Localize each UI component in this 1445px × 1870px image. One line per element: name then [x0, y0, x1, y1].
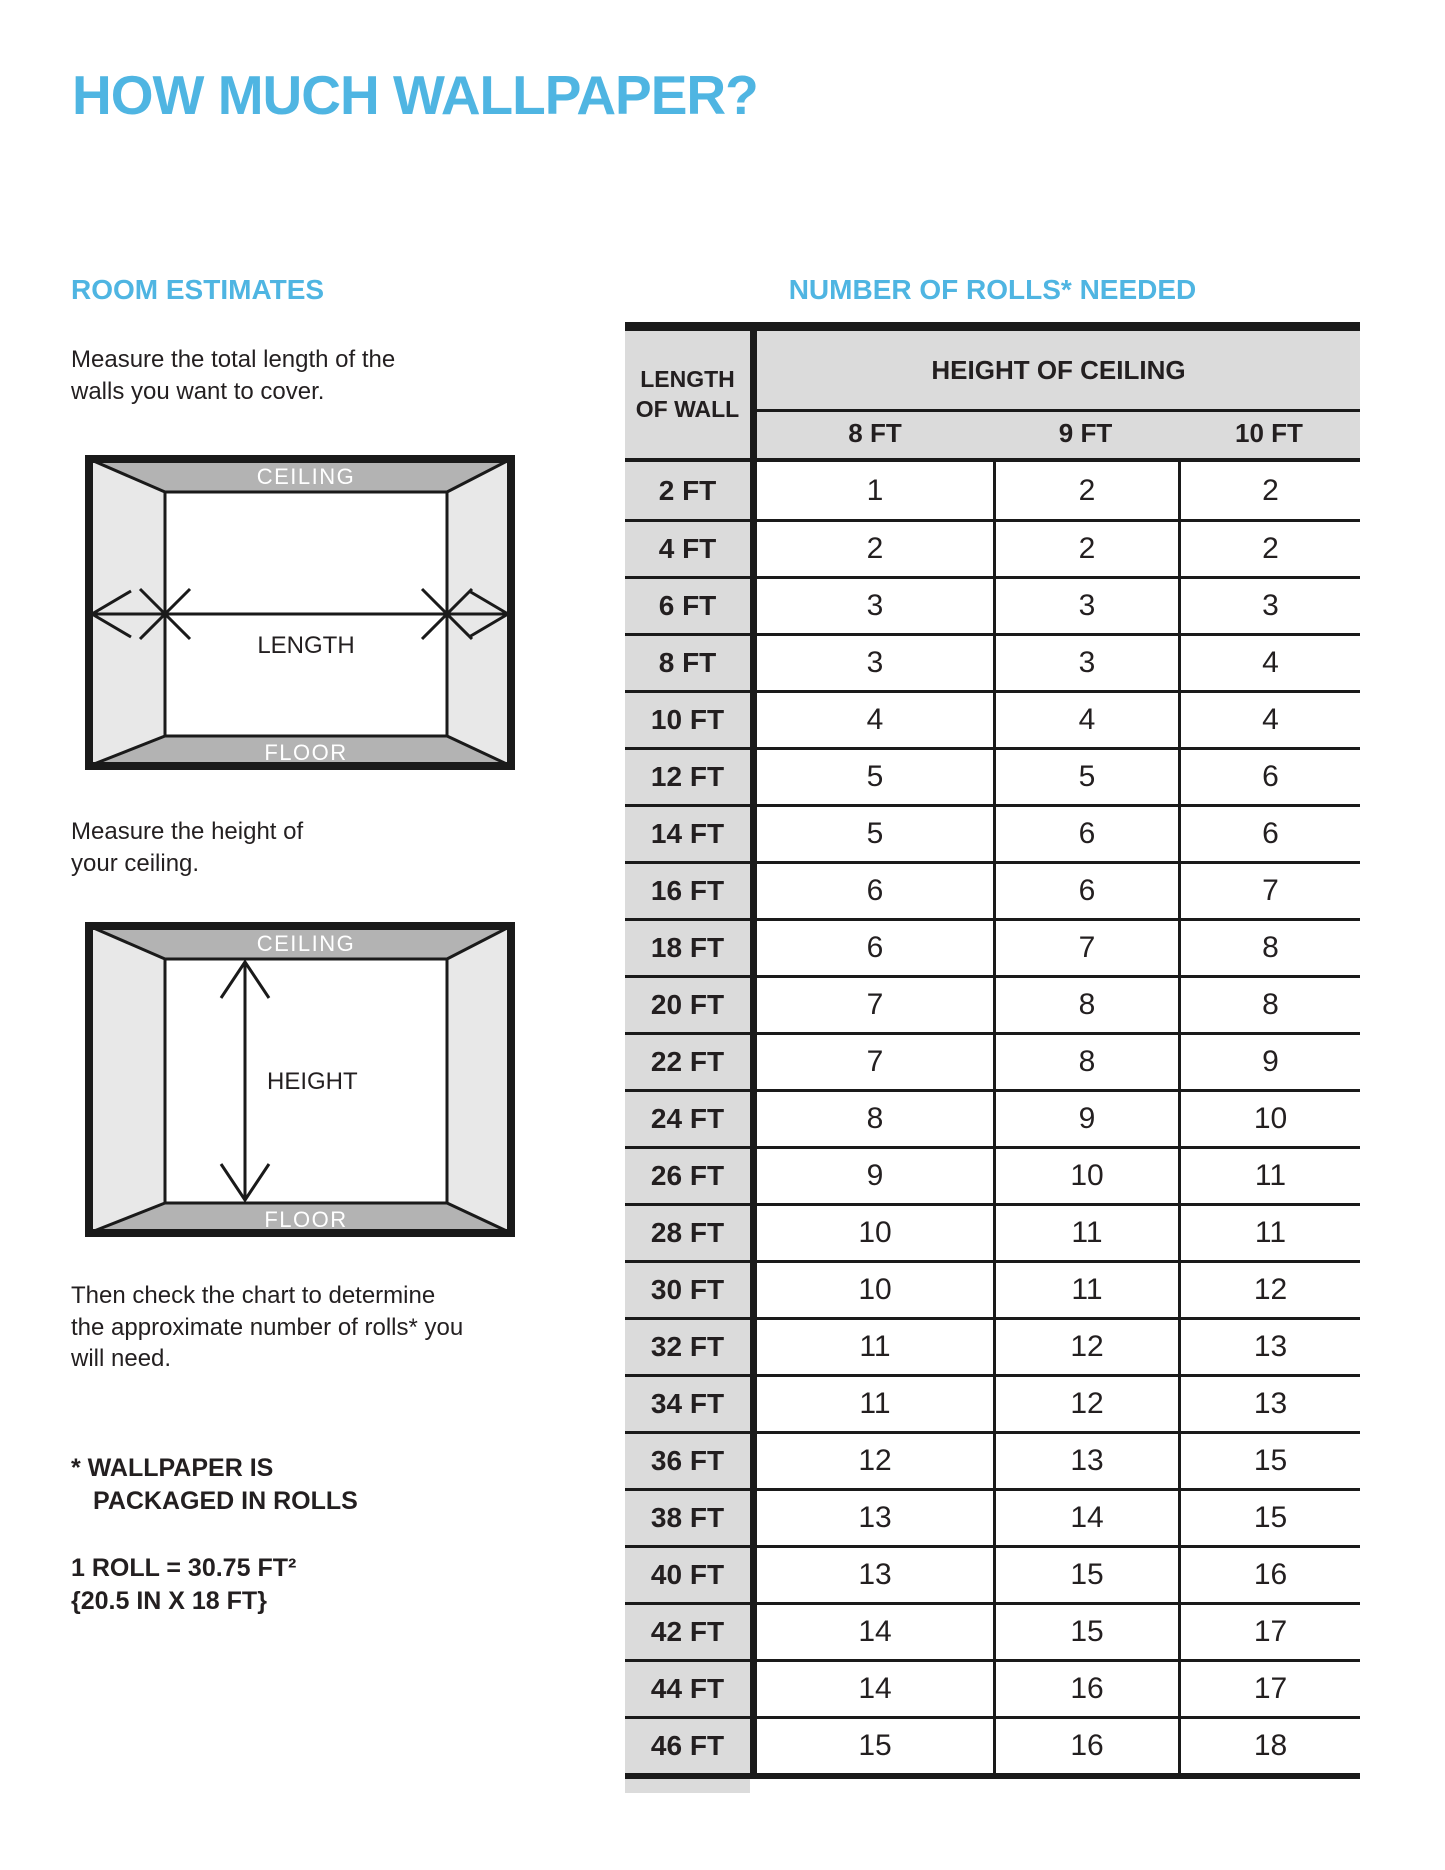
- room-length-diagram: [85, 455, 515, 770]
- wall-length-cell: 14 FT: [625, 807, 750, 861]
- rolls-cell-8ft: 7: [757, 978, 993, 1032]
- column-divider: [750, 579, 757, 633]
- length-of-wall-header: [625, 331, 750, 458]
- table-top-bar: [625, 322, 1360, 331]
- rolls-cell-10ft: 13: [1178, 1377, 1360, 1431]
- rolls-cell-9ft: 8: [993, 1035, 1178, 1089]
- column-divider: [750, 750, 757, 804]
- table-row: [625, 804, 1360, 861]
- rolls-cell-9ft: 16: [993, 1719, 1178, 1773]
- roll-size-line-2: {20.5 IN X 18 FT}: [71, 1586, 267, 1615]
- rolls-cell-9ft: 11: [993, 1263, 1178, 1317]
- rolls-cell-9ft: 8: [993, 978, 1178, 1032]
- rolls-cell-8ft: 5: [757, 807, 993, 861]
- footnote-line-1: * WALLPAPER IS: [71, 1454, 274, 1482]
- table-row: [625, 1146, 1360, 1203]
- table-row: [625, 1488, 1360, 1545]
- wall-length-cell: 18 FT: [625, 921, 750, 975]
- table-row: [625, 1545, 1360, 1602]
- column-divider: [750, 331, 757, 458]
- rolls-cell-9ft: 7: [993, 921, 1178, 975]
- table-row: [625, 1089, 1360, 1146]
- wall-length-cell: 36 FT: [625, 1434, 750, 1488]
- rolls-cell-10ft: 18: [1178, 1719, 1360, 1773]
- column-divider: [750, 1491, 757, 1545]
- wallpaper-footnote: [71, 1452, 358, 1517]
- column-divider: [750, 921, 757, 975]
- column-divider: [750, 864, 757, 918]
- wall-length-cell: 2 FT: [625, 462, 750, 519]
- page-title: HOW MUCH WALLPAPER?: [72, 64, 758, 126]
- table-row: [625, 918, 1360, 975]
- left-wall-surface: [87, 924, 165, 1235]
- rolls-cell-8ft: 1: [757, 462, 993, 519]
- column-header-9ft: 9 FT: [1058, 418, 1113, 448]
- wall-length-cell: 30 FT: [625, 1263, 750, 1317]
- column-header-8ft: 8 FT: [848, 418, 902, 448]
- table-row: [625, 690, 1360, 747]
- rolls-cell-8ft: 3: [757, 636, 993, 690]
- table-row: [625, 519, 1360, 576]
- table-row: [625, 1602, 1360, 1659]
- rolls-cell-10ft: 13: [1178, 1320, 1360, 1374]
- wall-length-cell: 20 FT: [625, 978, 750, 1032]
- floor-label: FLOOR: [264, 740, 348, 765]
- roll-size-note: [71, 1552, 296, 1617]
- rolls-cell-8ft: 6: [757, 921, 993, 975]
- column-divider: [750, 807, 757, 861]
- rolls-cell-9ft: 6: [993, 807, 1178, 861]
- rolls-cell-9ft: 12: [993, 1377, 1178, 1431]
- rolls-cell-10ft: 7: [1178, 864, 1360, 918]
- floor-label: FLOOR: [264, 1207, 348, 1232]
- column-divider: [750, 1035, 757, 1089]
- instruction-measure-height: Measure the height of your ceiling.: [71, 818, 304, 877]
- rolls-cell-8ft: 4: [757, 693, 993, 747]
- length-of-wall-line-2: OF WALL: [635, 395, 740, 422]
- room-height-diagram: [85, 922, 515, 1237]
- footnote-line-2: PACKAGED IN ROLLS: [93, 1486, 358, 1515]
- table-row: [625, 1374, 1360, 1431]
- wall-length-cell: 8 FT: [625, 636, 750, 690]
- wall-length-cell: 4 FT: [625, 522, 750, 576]
- rolls-cell-9ft: 6: [993, 864, 1178, 918]
- column-header-10ft: 10 FT: [1235, 418, 1303, 448]
- height-label: HEIGHT: [267, 1068, 358, 1095]
- rolls-cell-10ft: 2: [1178, 522, 1360, 576]
- wall-length-cell: 44 FT: [625, 1662, 750, 1716]
- length-of-wall-line-1: LENGTH: [640, 365, 735, 392]
- instruction-check-chart: Then check the chart to determine the approximate number of rolls* you will need.: [71, 1282, 464, 1373]
- table-footer-stub: [625, 1779, 750, 1793]
- column-divider: [750, 1206, 757, 1260]
- rolls-cell-8ft: 15: [757, 1719, 993, 1773]
- table-row: [625, 1431, 1360, 1488]
- rolls-cell-10ft: 4: [1178, 636, 1360, 690]
- rolls-cell-9ft: 15: [993, 1605, 1178, 1659]
- rolls-cell-8ft: 13: [757, 1548, 993, 1602]
- column-divider: [750, 1662, 757, 1716]
- wall-length-cell: 40 FT: [625, 1548, 750, 1602]
- rolls-cell-8ft: 6: [757, 864, 993, 918]
- wall-length-cell: 38 FT: [625, 1491, 750, 1545]
- rolls-cell-8ft: 12: [757, 1434, 993, 1488]
- rolls-cell-8ft: 5: [757, 750, 993, 804]
- rolls-cell-10ft: 3: [1178, 579, 1360, 633]
- rolls-cell-10ft: 4: [1178, 693, 1360, 747]
- ceiling-label: CEILING: [256, 464, 356, 489]
- table-row: [625, 747, 1360, 804]
- column-divider: [750, 522, 757, 576]
- rolls-cell-10ft: 11: [1178, 1149, 1360, 1203]
- column-divider: [750, 1263, 757, 1317]
- wall-length-cell: 16 FT: [625, 864, 750, 918]
- column-divider: [750, 1320, 757, 1374]
- rolls-cell-9ft: 9: [993, 1092, 1178, 1146]
- rolls-cell-8ft: 8: [757, 1092, 993, 1146]
- rolls-table: [625, 322, 1360, 1793]
- column-divider: [750, 1548, 757, 1602]
- room-estimates-heading: ROOM ESTIMATES: [71, 274, 325, 305]
- rolls-cell-9ft: 16: [993, 1662, 1178, 1716]
- table-row: [625, 1317, 1360, 1374]
- rolls-cell-9ft: 4: [993, 693, 1178, 747]
- rolls-table-body: [625, 458, 1360, 1773]
- wall-length-cell: 24 FT: [625, 1092, 750, 1146]
- length-label: LENGTH: [257, 632, 355, 659]
- column-divider: [750, 462, 757, 519]
- rolls-cell-9ft: 2: [993, 522, 1178, 576]
- rolls-cell-10ft: 11: [1178, 1206, 1360, 1260]
- table-header: [625, 331, 1360, 458]
- table-row: [625, 1716, 1360, 1773]
- rolls-cell-10ft: 15: [1178, 1491, 1360, 1545]
- table-row: [625, 975, 1360, 1032]
- column-divider: [750, 1149, 757, 1203]
- rolls-cell-9ft: 3: [993, 636, 1178, 690]
- rolls-cell-9ft: 15: [993, 1548, 1178, 1602]
- rolls-cell-10ft: 17: [1178, 1662, 1360, 1716]
- rolls-cell-8ft: 10: [757, 1263, 993, 1317]
- rolls-cell-9ft: 13: [993, 1434, 1178, 1488]
- rolls-cell-8ft: 14: [757, 1662, 993, 1716]
- rolls-cell-8ft: 13: [757, 1491, 993, 1545]
- column-divider: [750, 1092, 757, 1146]
- table-row: [625, 1260, 1360, 1317]
- rolls-cell-8ft: 11: [757, 1377, 993, 1431]
- wall-length-cell: 6 FT: [625, 579, 750, 633]
- rolls-cell-8ft: 3: [757, 579, 993, 633]
- rolls-cell-10ft: 17: [1178, 1605, 1360, 1659]
- table-row: [625, 1032, 1360, 1089]
- rolls-cell-10ft: 2: [1178, 462, 1360, 519]
- wall-length-cell: 28 FT: [625, 1206, 750, 1260]
- rolls-cell-10ft: 8: [1178, 978, 1360, 1032]
- column-divider: [750, 693, 757, 747]
- rolls-cell-10ft: 10: [1178, 1092, 1360, 1146]
- wall-length-cell: 12 FT: [625, 750, 750, 804]
- rolls-cell-9ft: 12: [993, 1320, 1178, 1374]
- column-divider: [750, 1377, 757, 1431]
- rolls-cell-9ft: 14: [993, 1491, 1178, 1545]
- table-row: [625, 576, 1360, 633]
- rolls-cell-10ft: 8: [1178, 921, 1360, 975]
- wall-length-cell: 42 FT: [625, 1605, 750, 1659]
- rolls-cell-10ft: 6: [1178, 750, 1360, 804]
- instruction-measure-length: Measure the total length of the walls you want to cover.: [71, 346, 396, 405]
- rolls-cell-10ft: 15: [1178, 1434, 1360, 1488]
- table-row: [625, 1203, 1360, 1260]
- rolls-cell-8ft: 9: [757, 1149, 993, 1203]
- column-divider: [750, 1719, 757, 1773]
- rolls-cell-10ft: 9: [1178, 1035, 1360, 1089]
- column-divider: [750, 636, 757, 690]
- rolls-cell-10ft: 6: [1178, 807, 1360, 861]
- table-row: [625, 633, 1360, 690]
- roll-size-line-1: 1 ROLL = 30.75 FT²: [71, 1554, 297, 1582]
- wall-length-cell: 22 FT: [625, 1035, 750, 1089]
- column-divider: [750, 1434, 757, 1488]
- rolls-table-heading: NUMBER OF ROLLS* NEEDED: [788, 274, 1197, 305]
- wall-length-cell: 46 FT: [625, 1719, 750, 1773]
- wall-length-cell: 10 FT: [625, 693, 750, 747]
- rolls-cell-9ft: 3: [993, 579, 1178, 633]
- rolls-cell-8ft: 7: [757, 1035, 993, 1089]
- rolls-cell-8ft: 10: [757, 1206, 993, 1260]
- rolls-cell-8ft: 11: [757, 1320, 993, 1374]
- rolls-cell-10ft: 16: [1178, 1548, 1360, 1602]
- rolls-cell-9ft: 5: [993, 750, 1178, 804]
- column-divider: [750, 978, 757, 1032]
- rolls-cell-9ft: 10: [993, 1149, 1178, 1203]
- column-divider: [750, 1605, 757, 1659]
- height-of-ceiling-header: HEIGHT OF CEILING: [757, 331, 1360, 412]
- rolls-cell-9ft: 11: [993, 1206, 1178, 1260]
- table-row: [625, 462, 1360, 519]
- ceiling-label: CEILING: [256, 931, 356, 956]
- table-row: [625, 1659, 1360, 1716]
- rolls-cell-9ft: 2: [993, 462, 1178, 519]
- wall-length-cell: 26 FT: [625, 1149, 750, 1203]
- ceiling-height-columns: [757, 412, 1360, 455]
- table-row: [625, 861, 1360, 918]
- rolls-cell-8ft: 2: [757, 522, 993, 576]
- right-wall-surface: [447, 924, 513, 1235]
- wall-length-cell: 32 FT: [625, 1320, 750, 1374]
- wall-length-cell: 34 FT: [625, 1377, 750, 1431]
- rolls-cell-10ft: 12: [1178, 1263, 1360, 1317]
- rolls-cell-8ft: 14: [757, 1605, 993, 1659]
